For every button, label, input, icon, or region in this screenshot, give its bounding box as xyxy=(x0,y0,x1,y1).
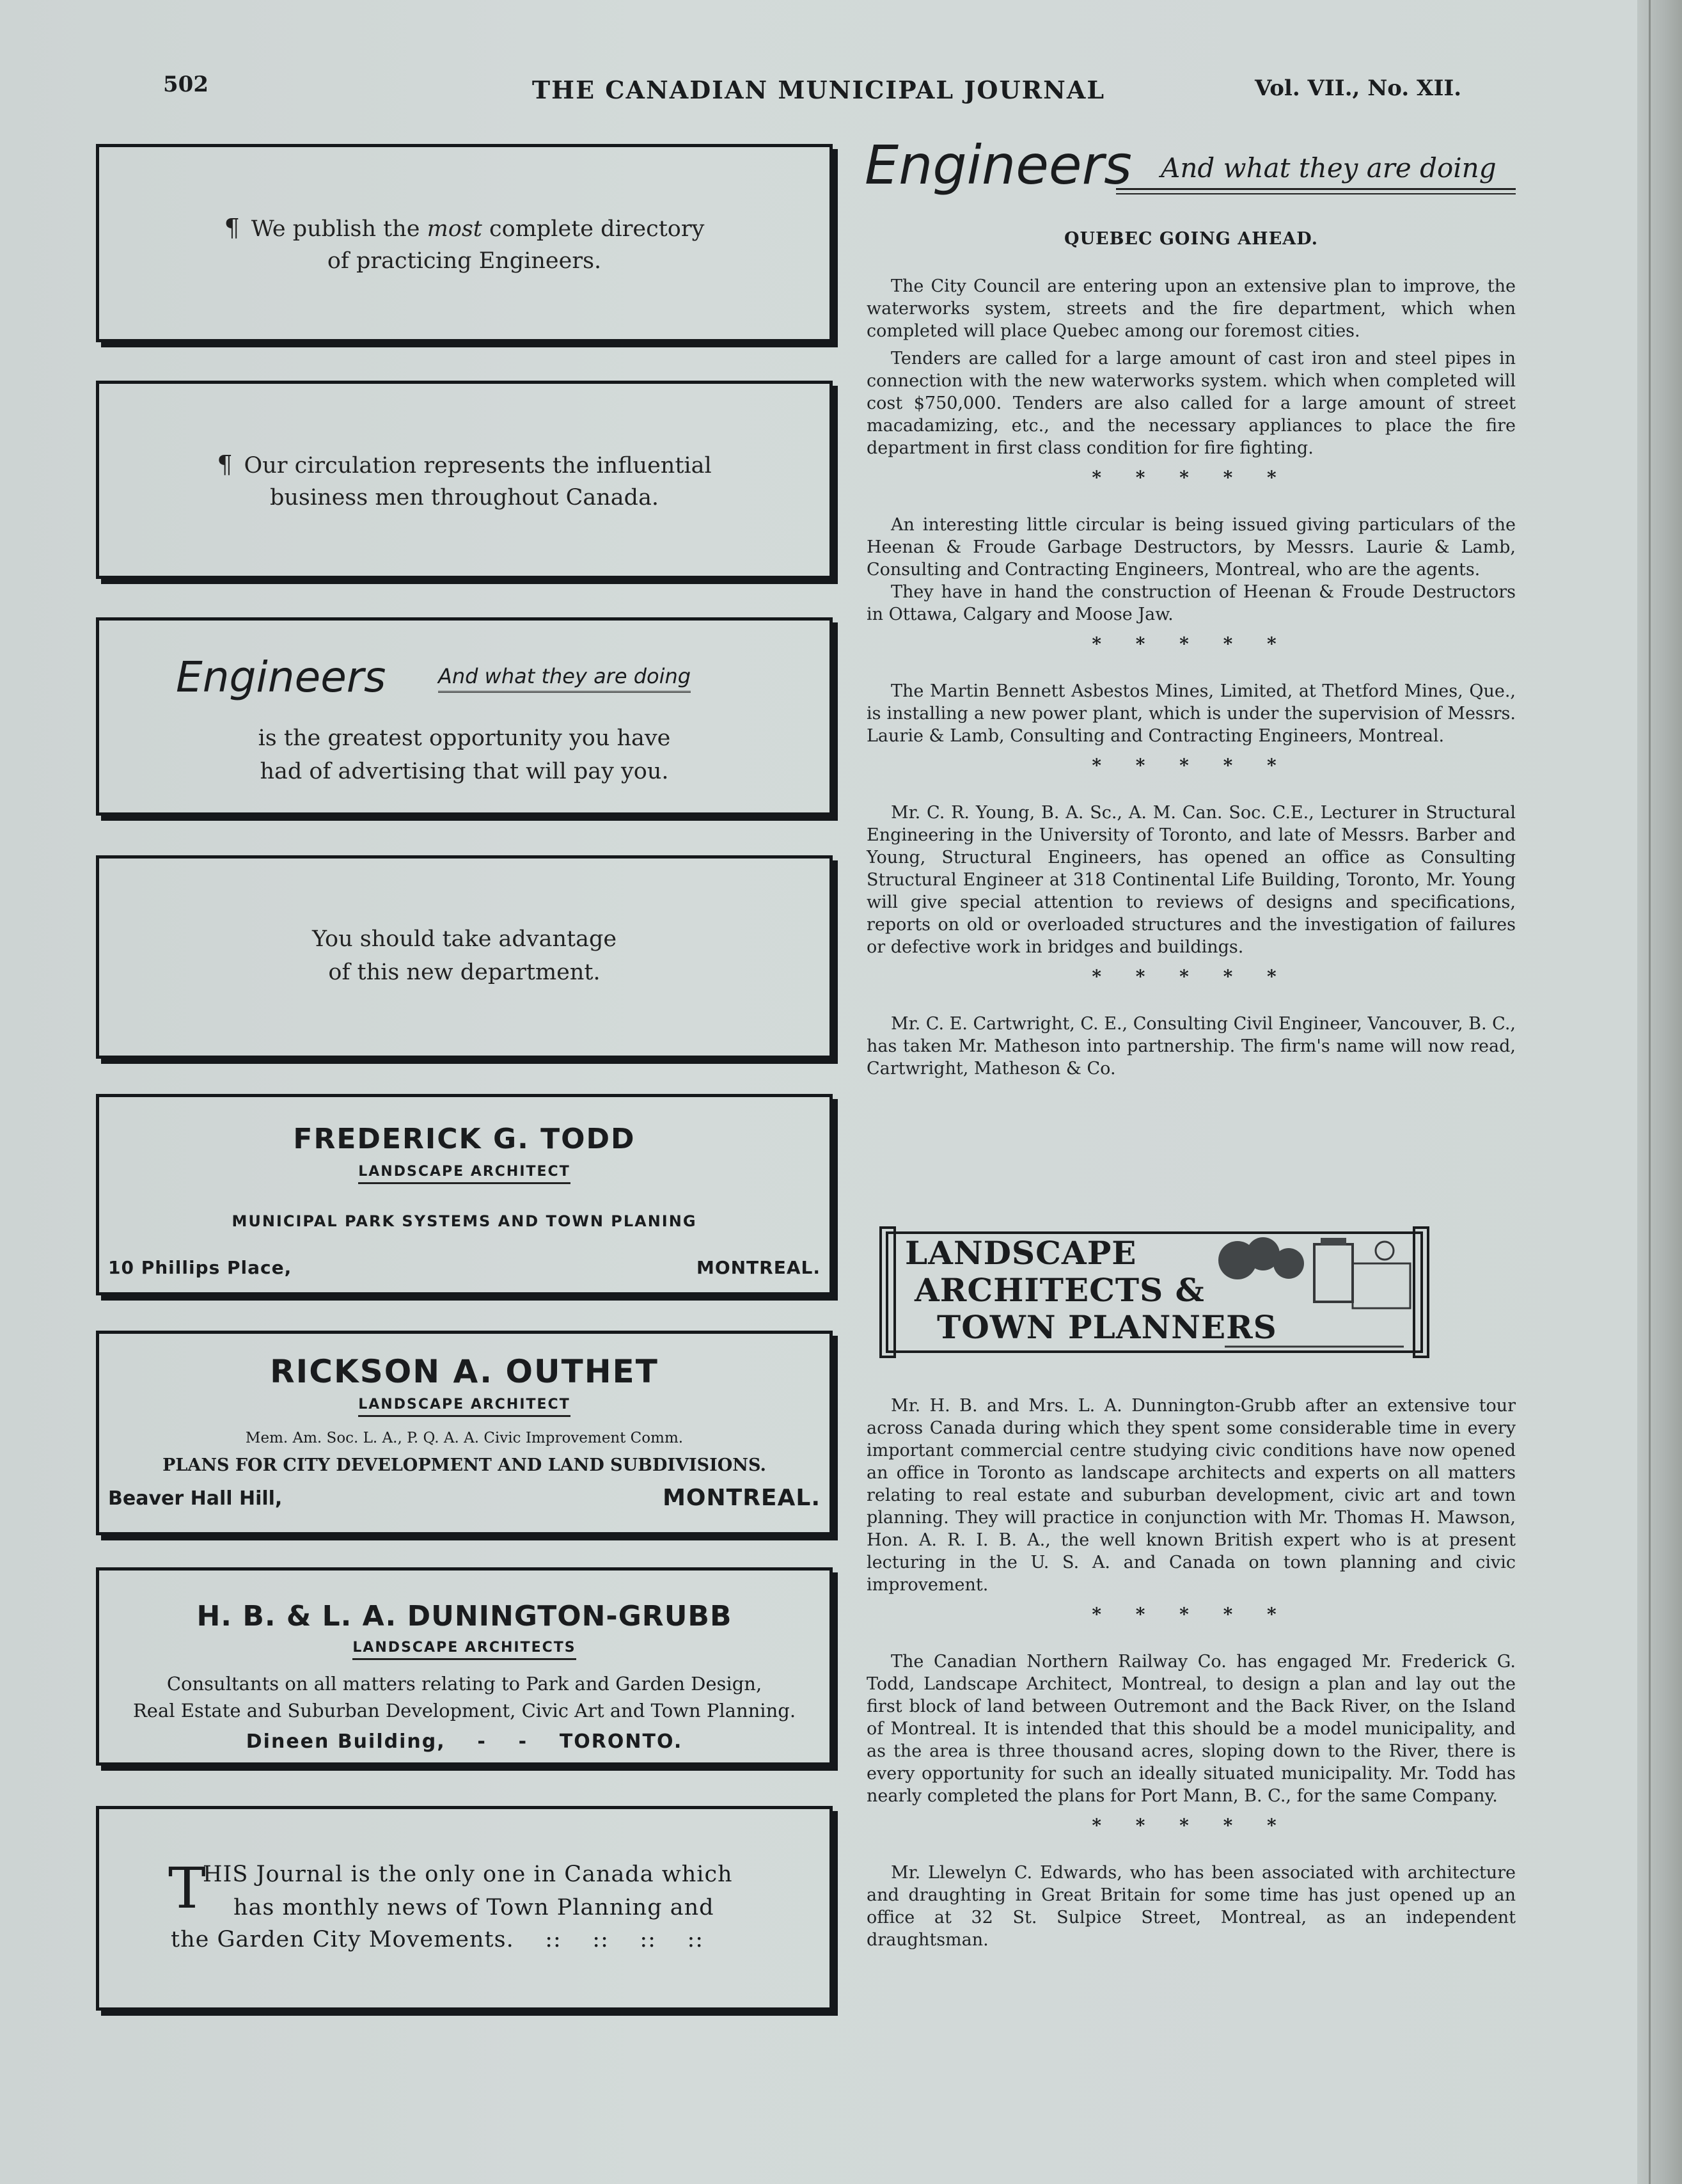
outhet-role: LANDSCAPE ARCHITECT xyxy=(358,1397,570,1417)
para-railway: The Canadian Northern Railway Co. has engaged Mr. Frederick G. Todd, Landscape Architect, Montreal, to design a plan and lay out the first block of land between Outremont and the Back River, on the Island of Montreal. It is intended that this should be a model municipality, and as the area is three thousand acres, sloping down to the River, there is every opportunity for such an ideally situated municipality. Mr. Todd has nearly completed the plans for Port Mann, B. C., for the same Company. xyxy=(867,1652,1516,1806)
page-edge xyxy=(1637,0,1682,2184)
ad-circulation-line1: ¶ Our circulation represents the influential xyxy=(217,450,712,479)
promo-subtitle: And what they are doing xyxy=(438,664,691,693)
article-subtitle: And what they are doing xyxy=(1161,152,1497,184)
todd-role: LANDSCAPE ARCHITECT xyxy=(358,1164,570,1184)
article-title: Engineers xyxy=(865,134,1132,196)
banner-line2: ARCHITECTS & xyxy=(915,1271,1205,1309)
para-heenan-1: An interesting little circular is being issued giving particulars of the Heenan & Froude Garbage Destructors, by Messrs. Laurie & Lamb, Consulting and Contracting Engineers, Montreal, who are the agents. xyxy=(867,515,1516,580)
grubb-role-wrap xyxy=(99,1640,829,1656)
para-quebec-2: Tenders are called for a large amount of cast iron and steel pipes in connection with the new waterworks system. which when completed will cost $750,000. Tenders are also called for a large amount of street macadamizing, etc., and the necessary appliances to place the fire department in first class condition for fire fighting. xyxy=(867,349,1516,458)
ad-directory-line2: of practicing Engineers. xyxy=(327,248,602,274)
todd-city: MONTREAL. xyxy=(696,1257,821,1278)
landscape-banner xyxy=(879,1225,1429,1359)
banner-line1: LANDSCAPE xyxy=(905,1234,1137,1272)
ad-advantage xyxy=(96,855,833,1059)
journal-line3: the Garden City Movements. :: :: :: :: xyxy=(171,1927,704,1952)
grubb-role: LANDSCAPE ARCHITECTS xyxy=(352,1640,576,1660)
article-block-1 xyxy=(867,275,1516,1080)
pilcrow-icon: ¶ xyxy=(217,450,233,479)
separator-stars: * * * * * xyxy=(1092,755,1291,776)
grubb-line1: Consultants on all matters relating to Park and Garden Design, xyxy=(166,1673,762,1695)
ad-outhet xyxy=(96,1331,833,1535)
para-young: Mr. C. R. Young, B. A. Sc., A. M. Can. Soc. C.E., Lecturer in Structural Engineering in the University of Toronto, and late of Messrs. Barber and Young, Structural Engineers, has opened an office as Consulting Structural Engineer at 318 Continental Life Building, Toronto, Mr. Young will give special attention to reviews of designs and specifications, reports on old or overloaded structures and the investigation of failures or defective work in bridges and buildings. xyxy=(867,803,1516,957)
todd-address: 10 Phillips Place, xyxy=(108,1257,292,1278)
separator-stars: * * * * * xyxy=(1092,633,1291,654)
outhet-role-wrap xyxy=(99,1397,829,1412)
advantage-line2: of this new department. xyxy=(328,960,601,985)
separator-stars: * * * * * xyxy=(1092,966,1291,987)
outhet-memberships: Mem. Am. Soc. L. A., P. Q. A. A. Civic Improvement Comm. xyxy=(245,1430,684,1446)
article-block-2 xyxy=(867,1395,1516,1951)
journal-line2: has monthly news of Town Planning and xyxy=(233,1895,714,1920)
outhet-services: PLANS FOR CITY DEVELOPMENT AND LAND SUBDIVISIONS. xyxy=(162,1455,766,1475)
outhet-address: Beaver Hall Hill, xyxy=(108,1487,283,1510)
outhet-city: MONTREAL. xyxy=(663,1485,821,1511)
page-edge-line xyxy=(1649,0,1651,2184)
para-heenan-2: They have in hand the construction of Heenan & Froude Destructors in Ottawa, Calgary and Moose Jaw. xyxy=(867,582,1516,624)
ad-directory-line1: ¶ We publish the most complete directory xyxy=(224,214,705,242)
para-grubb: Mr. H. B. and Mrs. L. A. Dunnington-Grubb after an extensive tour across Canada during which they spent some considerable time in every important commercial centre studying civic conditions have now opened an office in Toronto as landscape architects and experts on all matters relating to real estate and suburban development, civic art and town planning. They will practice in conjunction with Mr. Thomas H. Mawson, Hon. A. R. I. B. A., the well known British expert who is at present lecturing in the U. S. A. and Canada on town planning and civic improvement. xyxy=(867,1396,1516,1595)
outhet-name: RICKSON A. OUTHET xyxy=(270,1353,659,1390)
ad-engineers-promo xyxy=(96,617,833,816)
volume-number: Vol. VII., No. XII. xyxy=(1255,75,1462,101)
ad-todd xyxy=(96,1094,833,1295)
banner-line3: TOWN PLANNERS xyxy=(937,1308,1277,1346)
promo-title: Engineers xyxy=(176,653,386,702)
journal-dropcap: T xyxy=(168,1855,206,1921)
separator-stars: * * * * * xyxy=(1092,1604,1291,1625)
journal-line1: HIS Journal is the only one in Canada which xyxy=(203,1862,733,1887)
ad-circulation xyxy=(96,381,833,579)
ad-directory xyxy=(96,144,833,342)
todd-services: MUNICIPAL PARK SYSTEMS AND TOWN PLANING xyxy=(232,1212,697,1230)
ad-dunington-grubb xyxy=(96,1567,833,1766)
promo-line1: is the greatest opportunity you have xyxy=(258,725,671,751)
separator-stars: * * * * * xyxy=(1092,467,1291,488)
ad-circulation-line2: business men throughout Canada. xyxy=(269,485,659,510)
pilcrow-icon: ¶ xyxy=(224,214,240,242)
journal-title: THE CANADIAN MUNICIPAL JOURNAL xyxy=(531,75,1106,104)
para-cartwright: Mr. C. E. Cartwright, C. E., Consulting Civil Engineer, Vancouver, B. C., has taken Mr. Matheson into partnership. The firm's name will now read, Cartwright, Matheson & Co. xyxy=(867,1014,1516,1079)
todd-role-wrap xyxy=(99,1164,829,1180)
promo-line2: had of advertising that will pay you. xyxy=(260,759,669,784)
section-heading: QUEBEC GOING AHEAD. xyxy=(1064,229,1319,249)
grubb-address: Dineen Building, - - TORONTO. xyxy=(246,1730,683,1753)
article-title-rule xyxy=(1116,188,1516,190)
ad-journal xyxy=(96,1806,833,2011)
separator-stars: * * * * * xyxy=(1092,1815,1291,1836)
todd-name: FREDERICK G. TODD xyxy=(293,1123,636,1155)
grubb-line2: Real Estate and Suburban Development, Civic Art and Town Planning. xyxy=(132,1700,796,1721)
para-asbestos: The Martin Bennett Asbestos Mines, Limited, at Thetford Mines, Que., is installing a new power plant, which is under the supervision of Messrs. Laurie & Lamb, Consulting and Contracting Engineers, Montreal. xyxy=(867,681,1516,746)
article-title-rule-2 xyxy=(1116,193,1516,194)
para-quebec-1: The City Council are entering upon an extensive plan to improve, the waterworks system, streets and the fire department, which when completed will place Quebec among our foremost cities. xyxy=(867,276,1516,341)
grubb-name: H. B. & L. A. DUNINGTON-GRUBB xyxy=(196,1600,732,1633)
advantage-line1: You should take advantage xyxy=(311,926,617,952)
page-number: 502 xyxy=(163,72,208,97)
para-edwards: Mr. Llewelyn C. Edwards, who has been associated with architecture and draughting in Great Britain for some time has just opened up an office at 32 St. Sulpice Street, Montreal, as an independent draughtsman. xyxy=(867,1863,1516,1950)
